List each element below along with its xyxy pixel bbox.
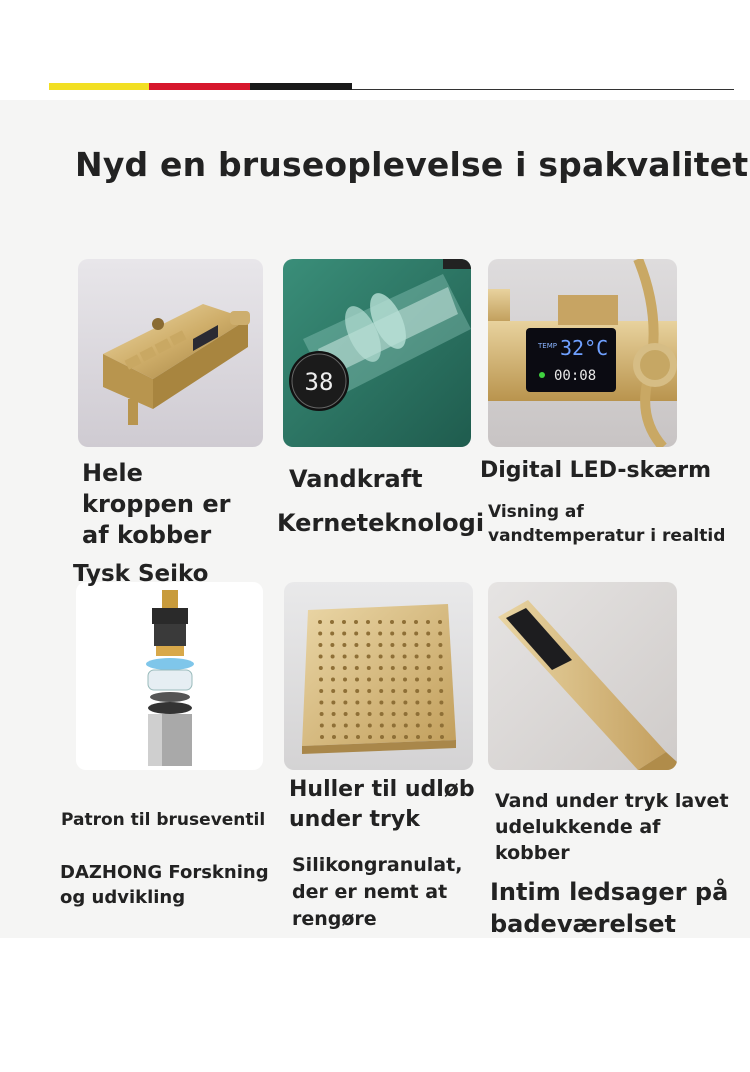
nozzle-dot (438, 643, 442, 647)
nozzle-dot (355, 689, 359, 693)
stripe-red (149, 83, 250, 90)
nozzle-dot (416, 712, 420, 716)
nozzle-dot (403, 678, 407, 682)
nozzle-dot (342, 643, 346, 647)
nozzle-dot (354, 643, 358, 647)
nozzle-dot (404, 724, 408, 728)
nozzle-dot (415, 678, 419, 682)
vandkraft-text: Vandkraft (289, 465, 423, 493)
nozzle-dot (331, 689, 335, 693)
nozzle-dot (439, 678, 443, 682)
nozzle-dot (356, 735, 360, 739)
led-time-readout: 00:08 (554, 368, 597, 384)
nozzle-dot (427, 678, 431, 682)
nozzle-dot (427, 701, 431, 705)
nozzle-dot (391, 655, 395, 659)
stripe-yellow (49, 83, 149, 90)
dazhong-line1: DAZHONG Forskning (60, 862, 269, 883)
nozzle-dot (427, 655, 431, 659)
nozzle-dot (331, 655, 335, 659)
intim-line2: badeværelset (490, 910, 676, 938)
silicone-line2: der er nemt at (292, 881, 448, 903)
nozzle-dot (332, 712, 336, 716)
nozzle-dot (367, 678, 371, 682)
nozzle-dot (343, 655, 347, 659)
stripe-black (250, 83, 352, 90)
nozzle-dot (416, 735, 420, 739)
nozzle-dot (319, 655, 323, 659)
nozzle-dot (380, 735, 384, 739)
nozzle-dot (439, 666, 443, 670)
nozzle-dot (404, 712, 408, 716)
nozzle-dot (392, 724, 396, 728)
nozzle-dot (367, 655, 371, 659)
led-desc-line1: Visning af (488, 502, 584, 522)
copper-body-line1: Hele (82, 459, 143, 487)
nozzle-dot (379, 678, 383, 682)
nozzle-dot (428, 735, 432, 739)
nozzle-dot (355, 701, 359, 705)
nozzle-dot (343, 701, 347, 705)
nozzle-dot (355, 678, 359, 682)
nozzle-dot (415, 655, 419, 659)
nozzle-dot (319, 701, 323, 705)
nozzle-dot (343, 689, 347, 693)
led-display-image (488, 259, 677, 447)
nozzle-dot (403, 701, 407, 705)
nozzle-dot (355, 666, 359, 670)
holes-text (289, 775, 475, 835)
nozzle-dot (330, 632, 334, 636)
nozzle-dot (392, 735, 396, 739)
nozzle-dot (390, 620, 394, 624)
nozzle-dot (368, 712, 372, 716)
nozzle-dot (414, 643, 418, 647)
nozzle-dot (402, 643, 406, 647)
nozzle-dot (403, 655, 407, 659)
handheld-line2: udelukkende af (495, 816, 661, 838)
nozzle-dot (427, 666, 431, 670)
nozzle-dot (391, 666, 395, 670)
cylinder-temp-readout: 38 (304, 368, 334, 396)
nozzle-dot (402, 632, 406, 636)
nozzle-dot (428, 712, 432, 716)
nozzle-dot (403, 689, 407, 693)
nozzle-dot (320, 735, 324, 739)
nozzle-dot (354, 632, 358, 636)
nozzle-dot (356, 712, 360, 716)
nozzle-dot (378, 632, 382, 636)
nozzle-dot (391, 678, 395, 682)
nozzle-dot (415, 701, 419, 705)
nozzle-dot (320, 712, 324, 716)
nozzle-dot (426, 643, 430, 647)
nozzle-dot (343, 678, 347, 682)
nozzle-dot (331, 701, 335, 705)
page-title: Nyd en bruseoplevelse i spakvalitet (75, 145, 749, 184)
led-desc-text (488, 500, 725, 548)
nozzle-dot (391, 701, 395, 705)
nozzle-dot (368, 724, 372, 728)
nozzle-dot (390, 643, 394, 647)
copper-valve-image (78, 259, 263, 447)
nozzle-dot (378, 620, 382, 624)
nozzle-dot (344, 712, 348, 716)
nozzle-dot (414, 620, 418, 624)
nozzle-dot (391, 689, 395, 693)
handheld-text (495, 788, 729, 866)
nozzle-dot (403, 666, 407, 670)
silicone-line3: rengøre (292, 908, 377, 930)
nozzle-dot (343, 666, 347, 670)
nozzle-dot (438, 620, 442, 624)
nozzle-dot (379, 701, 383, 705)
cartridge-text: Patron til bruseventil (61, 810, 266, 830)
nozzle-dot (439, 701, 443, 705)
nozzle-dot (367, 701, 371, 705)
nozzle-dot (368, 735, 372, 739)
copper-body-text (82, 458, 230, 551)
nozzle-dot (416, 724, 420, 728)
nozzle-dot (342, 620, 346, 624)
nozzle-dot (318, 620, 322, 624)
nozzle-dot (426, 620, 430, 624)
dazhong-line2: og udvikling (60, 887, 186, 908)
nozzle-dot (426, 632, 430, 636)
nozzle-dot (440, 724, 444, 728)
led-title-text: Digital LED-skærm (480, 458, 712, 483)
nozzle-dot (366, 632, 370, 636)
nozzle-dot (331, 666, 335, 670)
nozzle-dot (332, 724, 336, 728)
nozzle-dot (415, 689, 419, 693)
led-temp-readout: 32°C (560, 336, 609, 360)
intim-text (490, 876, 728, 940)
tysk-seiko-text: Tysk Seiko (73, 561, 209, 587)
nozzle-dot (319, 689, 323, 693)
nozzle-dot (330, 643, 334, 647)
nozzle-dot (379, 666, 383, 670)
kerneteknologi-text: Kerneteknologi (277, 509, 485, 537)
nozzle-dot (439, 689, 443, 693)
nozzle-dot (342, 632, 346, 636)
nozzle-dot (440, 712, 444, 716)
silicone-line1: Silikongranulat, (292, 854, 463, 876)
nozzle-dot (414, 632, 418, 636)
nozzle-dot (330, 620, 334, 624)
nozzle-dot (319, 678, 323, 682)
nozzle-dot (404, 735, 408, 739)
intim-line1: Intim ledsager på (490, 878, 729, 906)
nozzle-dot (380, 724, 384, 728)
nozzle-dot (378, 643, 382, 647)
nozzle-dot (366, 620, 370, 624)
dazhong-text (60, 860, 269, 910)
nozzle-dot (379, 689, 383, 693)
led-desc-line2: vandtemperatur i realtid (488, 526, 726, 546)
nozzle-dot (380, 712, 384, 716)
nozzle-dot (379, 655, 383, 659)
nozzle-dot (438, 632, 442, 636)
silicone-text (292, 852, 462, 933)
water-power-image (283, 259, 471, 447)
shower-head-image (284, 582, 473, 770)
nozzle-dot (366, 643, 370, 647)
nozzle-dot (440, 735, 444, 739)
nozzle-dot (331, 678, 335, 682)
nozzle-dot (367, 689, 371, 693)
holes-line2: under tryk (289, 807, 420, 832)
nozzle-dot (319, 666, 323, 670)
nozzle-dot (415, 666, 419, 670)
nozzle-dot (354, 620, 358, 624)
cartridge-image (76, 582, 263, 770)
nozzle-dot (427, 689, 431, 693)
nozzle-dot (320, 724, 324, 728)
nozzle-dot (318, 632, 322, 636)
led-temp-label: TEMP (538, 342, 557, 350)
handheld-line1: Vand under tryk lavet (495, 790, 729, 812)
handheld-line3: kobber (495, 842, 570, 864)
nozzle-dot (367, 666, 371, 670)
holes-line1: Huller til udløb (289, 777, 475, 802)
nozzle-dot (392, 712, 396, 716)
nozzle-dot (355, 655, 359, 659)
copper-body-line3: af kobber (82, 521, 212, 549)
nozzle-dot (390, 632, 394, 636)
copper-body-line2: kroppen er (82, 490, 231, 518)
nozzle-dot (439, 655, 443, 659)
nozzle-dot (402, 620, 406, 624)
nozzle-dot (344, 724, 348, 728)
header-rule (352, 89, 734, 90)
nozzle-dot (428, 724, 432, 728)
nozzle-dot (318, 643, 322, 647)
handheld-shower-image (488, 582, 677, 770)
nozzle-dot (332, 735, 336, 739)
nozzle-dot (356, 724, 360, 728)
nozzle-dot (344, 735, 348, 739)
